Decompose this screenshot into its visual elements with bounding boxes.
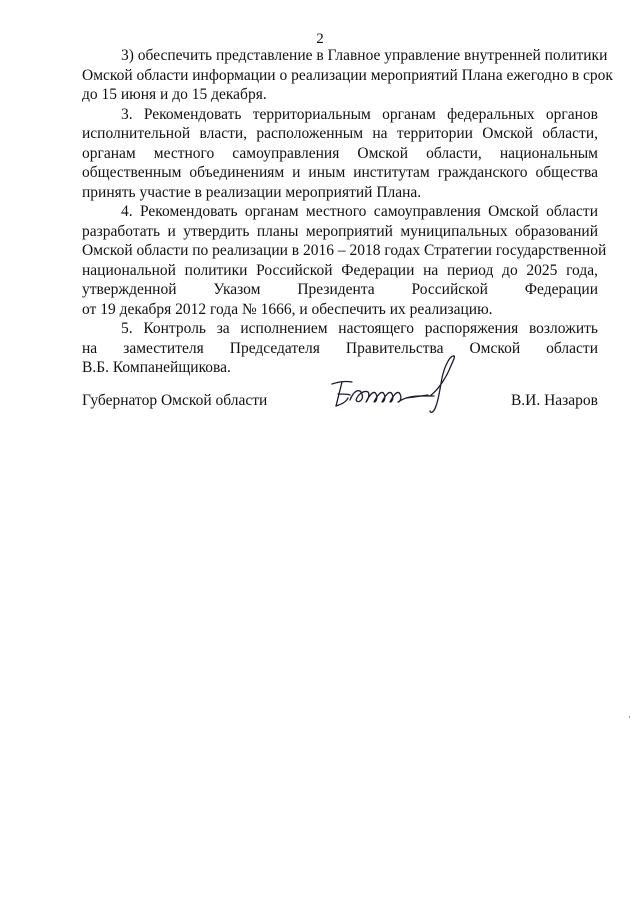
page-number: 2 (316, 31, 324, 47)
handwritten-signature (318, 354, 468, 416)
text-line: на заместителя Председателя Правительства Омской области (82, 339, 598, 357)
text-line: 3) обеспечить представление в Главное управление внутренней политики (121, 47, 608, 64)
paragraph-3 (82, 105, 598, 203)
text-line: 5. Контроль за исполнением настоящего распоряжения возложить (121, 320, 598, 337)
text-line: национальной политики Российской Федерации на период до 2025 года, (82, 261, 598, 279)
text-line: разработать и утвердить планы мероприятий муниципальных образований (82, 222, 598, 240)
scan-speck (629, 716, 630, 718)
text-line: В.Б. Компанейщикова. (82, 359, 231, 376)
signatory-title: Губернатор Омской области (82, 392, 268, 409)
paragraph-4 (82, 202, 607, 319)
text-line: утвержденной Указом Президента Российской Федерации (82, 281, 598, 298)
text-line: от 19 декабря 2012 года № 1666, и обеспечить их реализацию. (82, 300, 493, 318)
document-body (82, 46, 613, 378)
text-line: исполнительной власти, расположенным на территории Омской области, (82, 125, 598, 142)
text-line: органам местного самоуправления Омской области, национальным (82, 144, 598, 162)
text-line: общественным объединениям и иным институтам гражданского общества (82, 164, 598, 181)
text-line: Омской области информации о реализации мероприятий Плана ежегодно в срок (82, 66, 613, 84)
signature-block (82, 388, 598, 428)
paragraph-item-3 (82, 46, 613, 105)
text-line: 4. Рекомендовать органам местного самоуправления Омской области (121, 203, 598, 220)
text-line: до 15 июня и до 15 декабря. (82, 86, 267, 103)
text-line: 3. Рекомендовать территориальным органам федеральных органов (121, 105, 598, 123)
text-line: Омской области по реализации в 2016 – 2018 годах Стратегии государственной (82, 242, 607, 259)
text-line: принять участие в реализации мероприятий Плана. (82, 183, 422, 201)
signatory-name: В.И. Назаров (510, 392, 598, 409)
